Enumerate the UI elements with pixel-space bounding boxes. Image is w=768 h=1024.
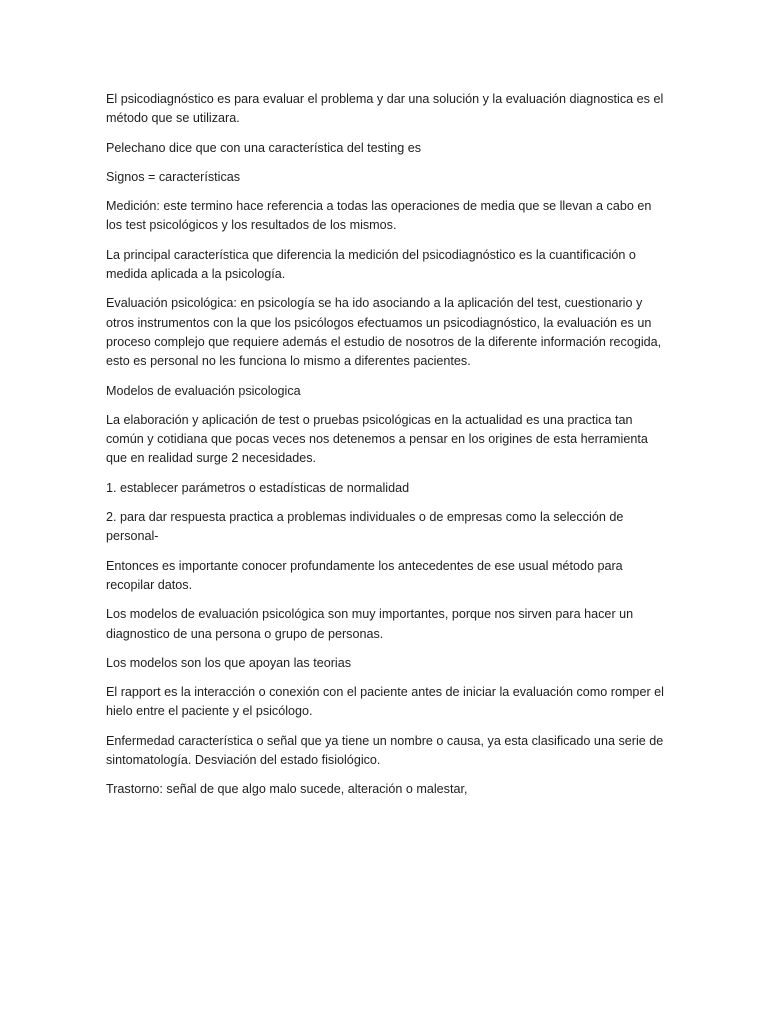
paragraph-trastorno: Trastorno: señal de que algo malo sucede, alteración o malestar, [106, 782, 468, 797]
paragraph-antecedentes: Entonces es importante conocer profundamente los antecedentes de ese usual método para recopilar datos. [106, 558, 623, 592]
paragraph-medicion: Medición: este termino hace referencia a todas las operaciones de media que se llevan a cabo en los test psicológicos y los resultados de los mismos. [106, 199, 652, 233]
paragraph-modelos-teorias: Los modelos son los que apoyan las teorias [106, 655, 352, 670]
paragraph-enfermedad: Enfermedad característica o señal que ya tiene un nombre o causa, ya esta clasificado una serie de sintomatología. Desviación del estado fisiológico. [106, 733, 664, 768]
paragraph-psicodiagnostico: El psicodiagnóstico es para evaluar el problema y dar una solución y la evaluación diagnostica es el método que se utilizara. [106, 92, 664, 126]
paragraph-signos: Signos = características [106, 169, 241, 184]
paragraph-principal-caracteristica: La principal característica que diferencia la medición del psicodiagnóstico es la cuantificación o medida aplicada a la psicología. [106, 247, 636, 282]
paragraph-modelos-heading: Modelos de evaluación psicologica [106, 383, 301, 398]
paragraph-elaboracion-test: La elaboración y aplicación de test o pruebas psicológicas en la actualidad es una practica tan común y cotidiana que pocas veces nos detenemos a pensar en los origines de esta herramienta que en realidad surge 2 necesidades. [106, 412, 648, 466]
document-body [106, 90, 666, 810]
list-item-1: 1. establecer parámetros o estadísticas de normalidad [106, 480, 410, 495]
paragraph-pelechano: Pelechano dice que con una característica del testing es [106, 140, 422, 155]
list-item-2: 2. para dar respuesta practica a problemas individuales o de empresas como la selección de personal- [106, 510, 624, 544]
paragraph-evaluacion-psicologica: Evaluación psicológica: en psicología se ha ido asociando a la aplicación del test, cuestionario y otros instrumentos con la que los psicólogos efectuamos un psicodiagnóstico, la evaluación es un proceso complejo que requiere además el estudio de nosotros de la diferente información recogida, esto es personal no les funciona lo mismo a diferentes pacientes. [106, 296, 662, 369]
paragraph-modelos-importantes: Los modelos de evaluación psicológica son muy importantes, porque nos sirven para hacer un diagnostico de una persona o grupo de personas. [106, 607, 634, 641]
paragraph-rapport: El rapport es la interacción o conexión con el paciente antes de iniciar la evaluación como romper el hielo entre el paciente y el psicólogo. [106, 685, 664, 719]
